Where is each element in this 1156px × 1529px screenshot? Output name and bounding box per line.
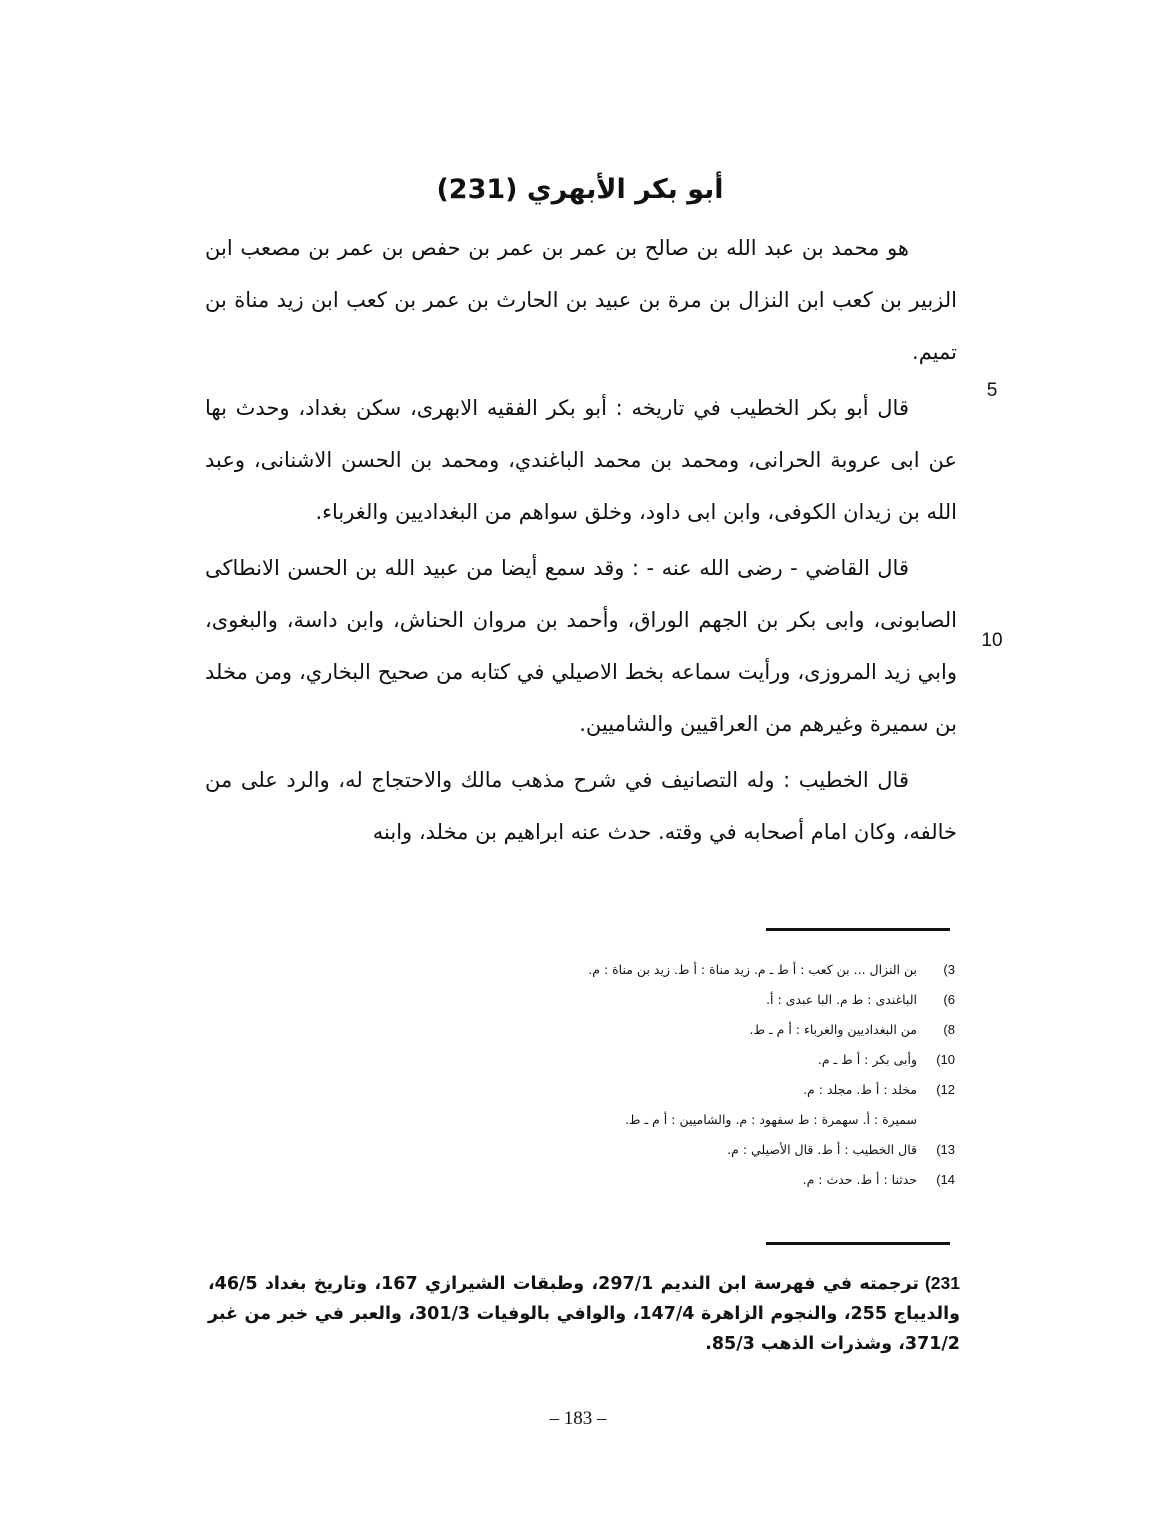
apparatus-note: [450, 1045, 955, 1075]
note-number: 10): [936, 1052, 955, 1067]
apparatus-note: [450, 1165, 955, 1195]
paragraph-lineage: هو محمد بن عبد الله بن صالح بن عمر بن عمر بن حفص بن عمر بن مصعب ابن الزبير بن كعب ابن النزال بن مرة بن عبيد بن الحارث بن عمر بن كعب ابن زيد مناة بن تميم.: [205, 236, 957, 364]
paragraph-khatib: قال أبو بكر الخطيب في تاريخه : أبو بكر الفقيه الابهرى، سكن بغداد، وحدث بها عن ابى عروبة الحرانى، ومحمد بن محمد الباغندي، ومحمد بن الحسن الاشنانى، وعبد الله بن زيدان الكوفى، وابن ابى داود، وخلق سواهم من البغداديين والغرباء.: [205, 396, 957, 524]
apparatus-note: [450, 955, 955, 985]
line-number-5: 5: [986, 380, 998, 401]
note-text: سميرة : أ. سهمرة : ط سفهود : م. والشاميين : أ م ـ ط.: [624, 1112, 917, 1127]
note-text: حدثنا : أ ط. حدث : م.: [802, 1172, 917, 1187]
note-text: وأبى بكر : أ ط ـ م.: [817, 1052, 917, 1067]
section-heading: أبو بكر الأبهري (231): [436, 174, 724, 205]
paragraph-qadi: قال القاضي - رضى الله عنه - : وقد سمع أيضا من عبيد الله بن الحسن الانطاكى الصابونى، وابى بكر بن الجهم الوراق، وأحمد بن مروان الحناش، وابن داسة، والبغوى، وابي زيد المروزى، ورأيت سماعه بخط الاصيلي في كتابه من صحيح البخاري، ومن مخلد بن سميرة وغيرهم من العراقيين والشاميين.: [205, 556, 957, 736]
footnote-divider: [766, 1242, 950, 1245]
apparatus-note-continued: [450, 1105, 955, 1135]
apparatus-note: [450, 1075, 955, 1105]
critical-apparatus: [450, 955, 955, 1195]
footnote-text: ترجمته في فهرسة ابن النديم 297/1، وطبقات الشيرازي 167، وتاريخ بغداد 46/5، والديباج 255، والنجوم الزاهرة 147/4، والوافي بالوفيات 301/3، والعبر في خبر من غبر 371/2، وشذرات الذهب 85/3.: [208, 1274, 961, 1354]
footnote-number: 231): [924, 1273, 960, 1293]
note-number: 12): [936, 1082, 955, 1097]
paragraph-works: قال الخطيب : وله التصانيف في شرح مذهب مالك والاحتجاج له، والرد على من خالفه، وكان امام أصحابه في وقته. حدث عنه ابراهيم بن مخلد، وابنه: [205, 768, 957, 844]
apparatus-divider: [766, 928, 950, 931]
note-number: 13): [936, 1142, 955, 1157]
note-number: 6): [943, 992, 955, 1007]
note-text: مخلد : أ ط. مجلد : م.: [803, 1082, 917, 1097]
biographical-footnote: [208, 1268, 960, 1359]
page-number: – 183 –: [549, 1408, 607, 1429]
apparatus-note: [450, 985, 955, 1015]
note-text: الباغندى : ط م. البا عبدى : أ.: [766, 992, 917, 1007]
note-number: 8): [943, 1022, 955, 1037]
note-number: 3): [943, 962, 955, 977]
main-text: [205, 222, 957, 858]
apparatus-note: [450, 1015, 955, 1045]
note-text: بن النزال ... بن كعب : أ ط ـ م. زيد مناة : أ ط. زيد بن مناة : م.: [588, 962, 917, 977]
line-number-10: 10: [981, 630, 1003, 651]
note-text: قال الخطيب : أ ط. قال الأصيلي : م.: [727, 1142, 917, 1157]
note-text: من البغداديين والغرباء : أ م ـ ط.: [749, 1022, 917, 1037]
note-number: 14): [936, 1172, 955, 1187]
apparatus-note: [450, 1135, 955, 1165]
